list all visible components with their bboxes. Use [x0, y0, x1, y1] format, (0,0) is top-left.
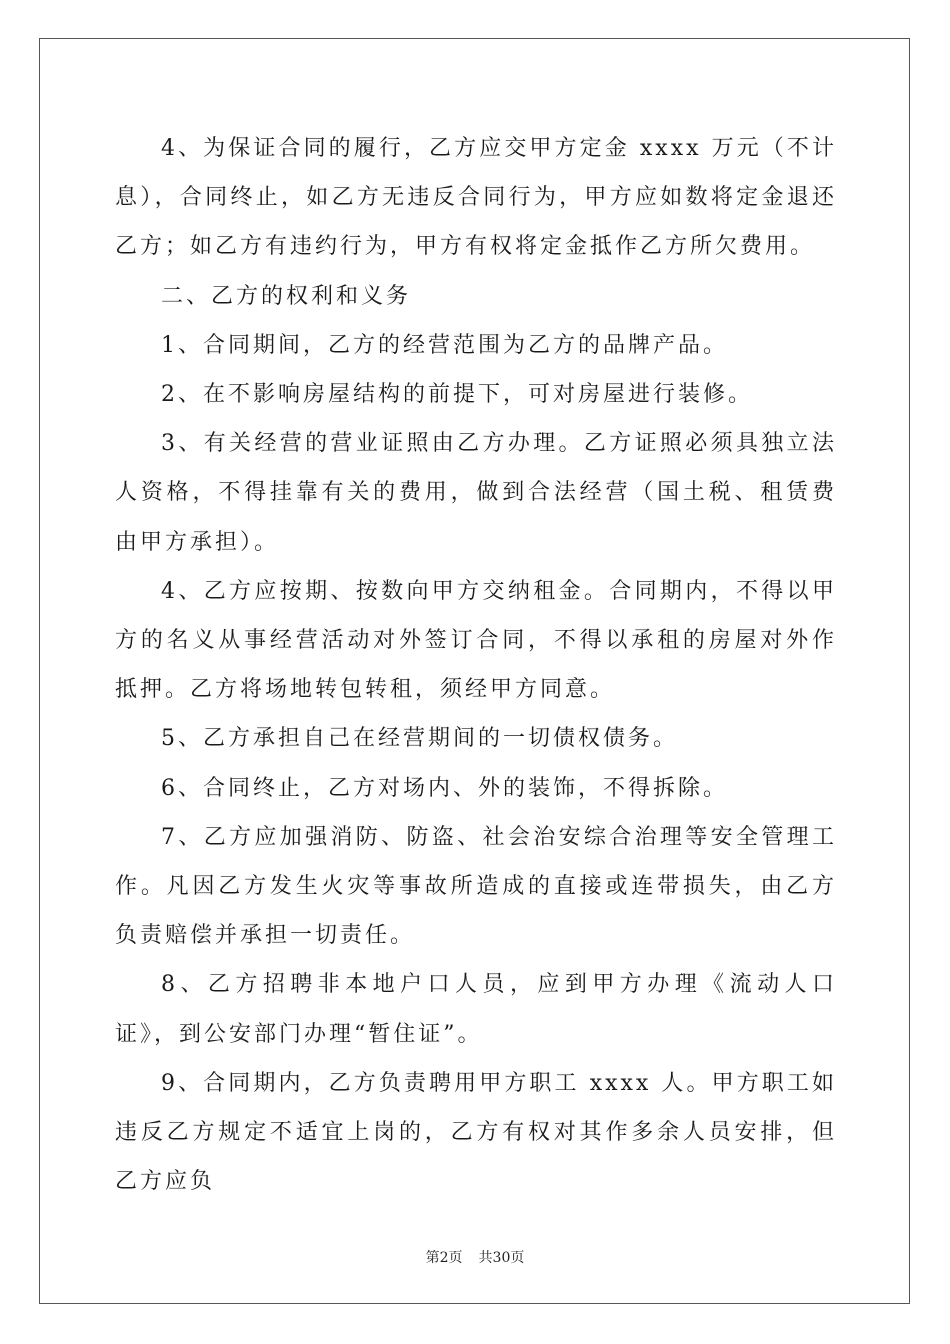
paragraph-deposit: 4、为保证合同的履行，乙方应交甲方定金 xxxx 万元（不计息），合同终止，如乙方无违反合同行为，甲方应如数将定金退还乙方；如乙方有违约行为，甲方有权将定金抵作乙方所欠费用。: [115, 136, 837, 260]
paragraph-employment: 9、合同期内，乙方负责聘用甲方职工 xxxx 人。甲方职工如违反乙方规定不适宜上岗的，乙方有权对其作多余人员安排，但乙方应负: [115, 1070, 837, 1195]
paragraph-debts: 5、乙方承担自己在经营期间的一切债权债务。: [161, 726, 678, 752]
paragraph-business-scope: 1、合同期间，乙方的经营范围为乙方的品牌产品。: [161, 332, 728, 358]
page-footer: [0, 1247, 950, 1267]
page-number: 第2页: [425, 1250, 463, 1266]
paragraph-safety: 7、乙方应加强消防、防盗、社会治安综合治理等安全管理工作。凡因乙方发生火灾等事故所造成的直接或连带损失，由乙方负责赔偿并承担一切责任。: [115, 824, 837, 949]
document-body: [115, 124, 837, 1206]
paragraph-decorations: 6、合同终止，乙方对场内、外的装饰，不得拆除。: [161, 775, 728, 801]
paragraph-renovation: 2、在不影响房屋结构的前提下，可对房屋进行装修。: [161, 382, 753, 408]
paragraph-staff-registration: 8、乙方招聘非本地户口人员，应到甲方办理《流动人口证》，到公安部门办理“暂住证”。: [115, 972, 837, 1047]
page-total: 共30页: [478, 1250, 525, 1266]
paragraph-business-license: 3、有关经营的营业证照由乙方办理。乙方证照必须具独立法人资格，不得挂靠有关的费用，做到合法经营（国土税、租赁费由甲方承担）。: [115, 431, 837, 555]
section-heading-rights-obligations: 二、乙方的权利和义务: [161, 283, 412, 309]
paragraph-rent-payment: 4、乙方应按期、按数向甲方交纳租金。合同期内，不得以甲方的名义从事经营活动对外签订合同，不得以承租的房屋对外作抵押。乙方将场地转包转租，须经甲方同意。: [115, 578, 837, 703]
